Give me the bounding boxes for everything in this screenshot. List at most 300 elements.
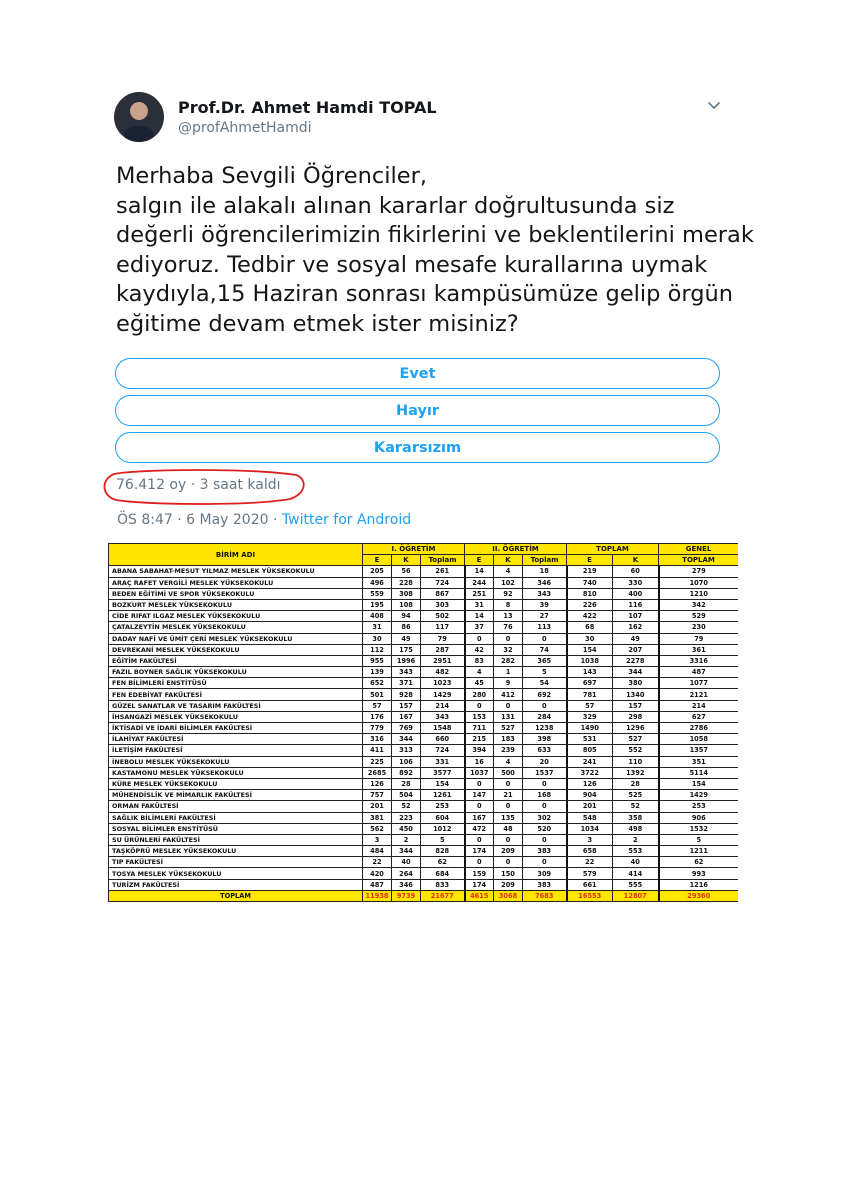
table-cell: 4 — [494, 566, 523, 577]
table-cell: 215 — [465, 734, 494, 745]
table-cell: 1216 — [659, 879, 738, 890]
table-cell: 769 — [392, 723, 421, 734]
table-cell: 214 — [421, 700, 465, 711]
table-cell: 2278 — [613, 655, 659, 666]
table-cell: 7683 — [523, 890, 567, 901]
table-cell: 757 — [363, 790, 392, 801]
col-header-first-shift: I. ÖĞRETİM — [363, 544, 465, 555]
col-header-toplam: Toplam — [421, 555, 465, 566]
table-cell: 810 — [567, 588, 613, 599]
table-cell: 365 — [523, 655, 567, 666]
table-row — [109, 812, 739, 823]
table-cell: 724 — [421, 745, 465, 756]
table-cell: 0 — [465, 700, 494, 711]
table-cell: 76 — [494, 622, 523, 633]
table-cell: 5 — [421, 834, 465, 845]
table-cell: 3316 — [659, 655, 738, 666]
unit-name: TIP FAKÜLTESİ — [109, 857, 363, 868]
table-cell: 1532 — [659, 823, 738, 834]
table-row — [109, 723, 739, 734]
table-cell: 928 — [392, 689, 421, 700]
table-row — [109, 879, 739, 890]
table-cell: 162 — [613, 622, 659, 633]
table-row — [109, 700, 739, 711]
table-cell: 207 — [613, 644, 659, 655]
table-cell: 330 — [613, 577, 659, 588]
table-cell: 1 — [494, 667, 523, 678]
table-cell: 343 — [421, 711, 465, 722]
table-cell: 692 — [523, 689, 567, 700]
table-cell: 209 — [494, 846, 523, 857]
table-cell: 49 — [392, 633, 421, 644]
unit-name: DADAY NAFİ VE ÜMİT ÇERİ MESLEK YÜKSEKOKULU — [109, 633, 363, 644]
tweet-line: salgın ile alakalı alınan kararlar doğrultusunda siz — [116, 192, 675, 219]
source-link[interactable]: Twitter for Android — [281, 512, 412, 528]
unit-name: FEN BİLİMLERİ ENSTİTÜSÜ — [109, 678, 363, 689]
table-row — [109, 846, 739, 857]
table-cell: 420 — [363, 868, 392, 879]
table-cell: 487 — [659, 667, 738, 678]
table-cell: 2 — [613, 834, 659, 845]
table-cell: 346 — [523, 577, 567, 588]
table-cell: 548 — [567, 812, 613, 823]
poll-option-kararsizim[interactable]: Kararsızım — [115, 432, 720, 463]
table-cell: 32 — [494, 644, 523, 655]
table-cell: 253 — [421, 801, 465, 812]
unit-name: ÇATALZEYTİN MESLEK YÜKSEKOKULU — [109, 622, 363, 633]
table-cell: 57 — [363, 700, 392, 711]
table-cell: 147 — [465, 790, 494, 801]
table-cell: 2 — [392, 834, 421, 845]
table-row — [109, 599, 739, 610]
table-cell: 14 — [465, 611, 494, 622]
table-cell: 18 — [523, 566, 567, 577]
table-cell: 45 — [465, 678, 494, 689]
table-cell: 660 — [421, 734, 465, 745]
table-cell: 344 — [392, 846, 421, 857]
table-cell: 303 — [421, 599, 465, 610]
col-header-k: K — [494, 555, 523, 566]
tweet-line: değerli öğrencilerimizin fikirlerini ve beklentilerini merak — [116, 222, 754, 248]
table-cell: 371 — [392, 678, 421, 689]
unit-name: SAĞLIK BİLİMLERİ FAKÜLTESİ — [109, 812, 363, 823]
table-cell: 9739 — [392, 890, 421, 901]
table-cell: 0 — [523, 857, 567, 868]
table-row — [109, 756, 739, 767]
table-cell: 1392 — [613, 767, 659, 778]
author-handle[interactable]: @profAhmetHamdi — [178, 120, 312, 136]
table-cell: 175 — [392, 644, 421, 655]
table-cell: 159 — [465, 868, 494, 879]
table-cell: 108 — [392, 599, 421, 610]
table-cell: 652 — [363, 678, 392, 689]
table-cell: 779 — [363, 723, 392, 734]
table-cell: 183 — [494, 734, 523, 745]
table-cell: 498 — [613, 823, 659, 834]
unit-name: ORMAN FAKÜLTESİ — [109, 801, 363, 812]
table-cell: 280 — [465, 689, 494, 700]
unit-name: FEN EDEBİYAT FAKÜLTESİ — [109, 689, 363, 700]
unit-name: İHSANGAZİ MESLEK YÜKSEKOKULU — [109, 711, 363, 722]
table-cell: 241 — [567, 756, 613, 767]
table-cell: 150 — [494, 868, 523, 879]
table-cell: 153 — [465, 711, 494, 722]
table-cell: 525 — [613, 790, 659, 801]
table-cell: 214 — [659, 700, 738, 711]
table-row — [109, 655, 739, 666]
unit-name: TOSYA MESLEK YÜKSEKOKULU — [109, 868, 363, 879]
table-row — [109, 790, 739, 801]
table-cell: 0 — [465, 633, 494, 644]
tweet-line: eğitime devam etmek ister misiniz? — [116, 310, 519, 337]
table-cell: 0 — [523, 700, 567, 711]
table-cell: 226 — [567, 599, 613, 610]
table-cell: 27 — [523, 611, 567, 622]
table-cell: 195 — [363, 599, 392, 610]
table-cell: 993 — [659, 868, 738, 879]
unit-name: İLAHİYAT FAKÜLTESİ — [109, 734, 363, 745]
table-cell: 346 — [392, 879, 421, 890]
table-cell: 49 — [613, 633, 659, 644]
table-cell: 264 — [392, 868, 421, 879]
table-total-row — [109, 890, 739, 901]
table-cell: 633 — [523, 745, 567, 756]
table-cell: 209 — [494, 879, 523, 890]
table-cell: 383 — [523, 846, 567, 857]
table-cell: 287 — [421, 644, 465, 655]
table-cell: 68 — [567, 622, 613, 633]
table-cell: 228 — [392, 577, 421, 588]
table-row — [109, 868, 739, 879]
unit-name: İKTİSADİ VE İDARİ BİLİMLER FAKÜLTESİ — [109, 723, 363, 734]
table-cell: 1996 — [392, 655, 421, 666]
table-cell: 828 — [421, 846, 465, 857]
table-row — [109, 801, 739, 812]
table-row — [109, 633, 739, 644]
table-cell: 684 — [421, 868, 465, 879]
table-cell: 5 — [523, 667, 567, 678]
unit-name: MÜHENDİSLİK VE MİMARLIK FAKÜLTESİ — [109, 790, 363, 801]
table-cell: 29360 — [659, 890, 738, 901]
table-cell: 261 — [421, 566, 465, 577]
table-cell: 174 — [465, 879, 494, 890]
table-cell: 1429 — [421, 689, 465, 700]
table-cell: 30 — [567, 633, 613, 644]
table-cell: 201 — [363, 801, 392, 812]
table-cell: 113 — [523, 622, 567, 633]
table-cell: 904 — [567, 790, 613, 801]
table-row — [109, 622, 739, 633]
table-cell: 408 — [363, 611, 392, 622]
student-count-table — [108, 543, 738, 902]
table-cell: 22 — [363, 857, 392, 868]
table-cell: 0 — [494, 700, 523, 711]
table-cell: 422 — [567, 611, 613, 622]
table-cell: 1077 — [659, 678, 738, 689]
table-cell: 168 — [523, 790, 567, 801]
tweet-text — [116, 162, 756, 339]
col-header-k: K — [613, 555, 659, 566]
table-cell: 253 — [659, 801, 738, 812]
table-cell: 56 — [392, 566, 421, 577]
table-cell: 284 — [523, 711, 567, 722]
table-cell: 482 — [421, 667, 465, 678]
table-cell: 1296 — [613, 723, 659, 734]
table-cell: 219 — [567, 566, 613, 577]
table-cell: 52 — [392, 801, 421, 812]
table-cell: 74 — [523, 644, 567, 655]
table-cell: 4 — [494, 756, 523, 767]
poll-option-hayir[interactable]: Hayır — [115, 395, 720, 426]
table-cell: 342 — [659, 599, 738, 610]
table-cell: 343 — [523, 588, 567, 599]
table-cell: 381 — [363, 812, 392, 823]
table-cell: 60 — [613, 566, 659, 577]
table-cell: 92 — [494, 588, 523, 599]
table-cell: 833 — [421, 879, 465, 890]
table-cell: 906 — [659, 812, 738, 823]
unit-name: İNEBOLU MESLEK YÜKSEKOKULU — [109, 756, 363, 767]
unit-name: BOZKURT MESLEK YÜKSEKOKULU — [109, 599, 363, 610]
table-cell: 0 — [494, 778, 523, 789]
table-row — [109, 689, 739, 700]
table-cell: 398 — [523, 734, 567, 745]
table-cell: 331 — [421, 756, 465, 767]
table-cell: 1012 — [421, 823, 465, 834]
table-cell: 139 — [363, 667, 392, 678]
table-cell: 740 — [567, 577, 613, 588]
avatar[interactable] — [114, 92, 164, 142]
table-cell: 126 — [567, 778, 613, 789]
table-cell: 450 — [392, 823, 421, 834]
table-cell: 527 — [613, 734, 659, 745]
unit-name: TAŞKÖPRÜ MESLEK YÜKSEKOKULU — [109, 846, 363, 857]
col-header-unit: BİRİM ADI — [109, 544, 363, 566]
table-cell: 52 — [613, 801, 659, 812]
table-cell: 5114 — [659, 767, 738, 778]
table-cell: 2951 — [421, 655, 465, 666]
unit-name: CİDE RIFAT ILGAZ MESLEK YÜKSEKOKULU — [109, 611, 363, 622]
tweet-line: Merhaba Sevgili Öğrenciler, — [116, 163, 427, 189]
table-cell: 143 — [567, 667, 613, 678]
unit-name: FAZIL BOYNER SAĞLIK YÜKSEKOKULU — [109, 667, 363, 678]
table-cell: 1429 — [659, 790, 738, 801]
table-cell: 12807 — [613, 890, 659, 901]
table-cell: 329 — [567, 711, 613, 722]
table-cell: 225 — [363, 756, 392, 767]
table-cell: 0 — [465, 801, 494, 812]
table-cell: 37 — [465, 622, 494, 633]
table-cell: 496 — [363, 577, 392, 588]
table-cell: 176 — [363, 711, 392, 722]
table-row — [109, 834, 739, 845]
table-cell: 344 — [392, 734, 421, 745]
table-cell: 394 — [465, 745, 494, 756]
table-cell: 0 — [465, 857, 494, 868]
table-row — [109, 566, 739, 577]
table-row — [109, 577, 739, 588]
table-cell: 30 — [363, 633, 392, 644]
unit-name: KÜRE MESLEK YÜKSEKOKULU — [109, 778, 363, 789]
table-cell: 711 — [465, 723, 494, 734]
unit-name: BEDEN EĞİTİMİ VE SPOR YÜKSEKOKULU — [109, 588, 363, 599]
table-cell: 154 — [567, 644, 613, 655]
total-label: TOPLAM — [109, 890, 363, 901]
table-cell: 361 — [659, 644, 738, 655]
table-cell: 102 — [494, 577, 523, 588]
table-cell: 552 — [613, 745, 659, 756]
table-cell: 308 — [392, 588, 421, 599]
col-header-e: E — [465, 555, 494, 566]
table-cell: 309 — [523, 868, 567, 879]
table-cell: 724 — [421, 577, 465, 588]
table-row — [109, 778, 739, 789]
col-header-general-total: TOPLAM — [659, 555, 738, 566]
table-row — [109, 667, 739, 678]
table-cell: 343 — [392, 667, 421, 678]
table-row — [109, 611, 739, 622]
table-cell: 0 — [494, 857, 523, 868]
table-cell: 62 — [421, 857, 465, 868]
table-cell: 316 — [363, 734, 392, 745]
table-cell: 83 — [465, 655, 494, 666]
tweet-line: ediyoruz. Tedbir ve sosyal mesafe kurallarına uymak — [116, 251, 708, 278]
table-cell: 3577 — [421, 767, 465, 778]
table-row — [109, 588, 739, 599]
table-cell: 8 — [494, 599, 523, 610]
table-cell: 110 — [613, 756, 659, 767]
col-header-total: TOPLAM — [567, 544, 659, 555]
table-cell: 529 — [659, 611, 738, 622]
table-cell: 0 — [523, 778, 567, 789]
table-cell: 1490 — [567, 723, 613, 734]
table-cell: 167 — [392, 711, 421, 722]
unit-name: GÜZEL SANATLAR VE TASARIM FAKÜLTESİ — [109, 700, 363, 711]
table-row — [109, 644, 739, 655]
table-cell: 805 — [567, 745, 613, 756]
table-row — [109, 767, 739, 778]
table-cell: 0 — [494, 801, 523, 812]
unit-name: SU ÜRÜNLERİ FAKÜLTESİ — [109, 834, 363, 845]
table-cell: 892 — [392, 767, 421, 778]
table-cell: 500 — [494, 767, 523, 778]
attached-table-image[interactable] — [108, 540, 738, 908]
table-cell: 658 — [567, 846, 613, 857]
table-cell: 57 — [567, 700, 613, 711]
table-cell: 0 — [494, 834, 523, 845]
table-cell: 661 — [567, 879, 613, 890]
table-cell: 5 — [659, 834, 738, 845]
table-cell: 3 — [363, 834, 392, 845]
table-cell: 62 — [659, 857, 738, 868]
table-cell: 1023 — [421, 678, 465, 689]
table-cell: 282 — [494, 655, 523, 666]
unit-name: SOSYAL BİLİMLER ENSTİTÜSÜ — [109, 823, 363, 834]
poll-option-evet[interactable]: Evet — [115, 358, 720, 389]
table-cell: 42 — [465, 644, 494, 655]
table-cell: 627 — [659, 711, 738, 722]
table-cell: 553 — [613, 846, 659, 857]
table-cell: 154 — [659, 778, 738, 789]
table-cell: 412 — [494, 689, 523, 700]
col-header-second-shift: II. ÖĞRETİM — [465, 544, 567, 555]
table-cell: 1548 — [421, 723, 465, 734]
table-cell: 313 — [392, 745, 421, 756]
table-cell: 116 — [613, 599, 659, 610]
table-cell: 2786 — [659, 723, 738, 734]
table-cell: 1210 — [659, 588, 738, 599]
table-cell: 40 — [392, 857, 421, 868]
table-cell: 117 — [421, 622, 465, 633]
table-row — [109, 823, 739, 834]
table-cell: 484 — [363, 846, 392, 857]
chevron-down-icon[interactable] — [704, 96, 724, 116]
table-cell: 0 — [523, 633, 567, 644]
table-cell: 1261 — [421, 790, 465, 801]
table-cell: 126 — [363, 778, 392, 789]
table-cell: 383 — [523, 879, 567, 890]
unit-name: İLETİŞİM FAKÜLTESİ — [109, 745, 363, 756]
timestamp-time: ÖS 8:47 · 6 May 2020 · — [117, 512, 282, 528]
table-cell: 154 — [421, 778, 465, 789]
table-cell: 502 — [421, 611, 465, 622]
table-cell: 21 — [494, 790, 523, 801]
table-cell: 4615 — [465, 890, 494, 901]
table-row — [109, 734, 739, 745]
unit-name: ARAÇ RAFET VERGİLİ MESLEK YÜKSEKOKULU — [109, 577, 363, 588]
table-cell: 94 — [392, 611, 421, 622]
table-cell: 14 — [465, 566, 494, 577]
table-cell: 2121 — [659, 689, 738, 700]
table-cell: 1537 — [523, 767, 567, 778]
table-cell: 107 — [613, 611, 659, 622]
table-cell: 1211 — [659, 846, 738, 857]
author-name[interactable]: Prof.Dr. Ahmet Hamdi TOPAL — [178, 98, 437, 117]
table-cell: 1038 — [567, 655, 613, 666]
table-cell: 157 — [392, 700, 421, 711]
table-row — [109, 745, 739, 756]
tweet-line: kaydıyla,15 Haziran sonrası kampüsümüze gelip örgün — [116, 281, 734, 307]
table-cell: 697 — [567, 678, 613, 689]
table-cell: 112 — [363, 644, 392, 655]
table-cell: 1340 — [613, 689, 659, 700]
table-cell: 298 — [613, 711, 659, 722]
table-cell: 344 — [613, 667, 659, 678]
table-cell: 414 — [613, 868, 659, 879]
table-cell: 380 — [613, 678, 659, 689]
table-cell: 0 — [523, 834, 567, 845]
table-cell: 3722 — [567, 767, 613, 778]
table-cell: 1034 — [567, 823, 613, 834]
table-cell: 86 — [392, 622, 421, 633]
table-cell: 1037 — [465, 767, 494, 778]
table-cell: 3 — [567, 834, 613, 845]
table-cell: 31 — [363, 622, 392, 633]
table-cell: 174 — [465, 846, 494, 857]
table-cell: 400 — [613, 588, 659, 599]
table-cell: 244 — [465, 577, 494, 588]
table-cell: 351 — [659, 756, 738, 767]
table-cell: 135 — [494, 812, 523, 823]
col-header-e: E — [363, 555, 392, 566]
table-cell: 0 — [523, 801, 567, 812]
table-cell: 54 — [523, 678, 567, 689]
table-cell: 0 — [465, 834, 494, 845]
table-cell: 40 — [613, 857, 659, 868]
table-cell: 1357 — [659, 745, 738, 756]
unit-name: TURİZM FAKÜLTESİ — [109, 879, 363, 890]
table-row — [109, 857, 739, 868]
